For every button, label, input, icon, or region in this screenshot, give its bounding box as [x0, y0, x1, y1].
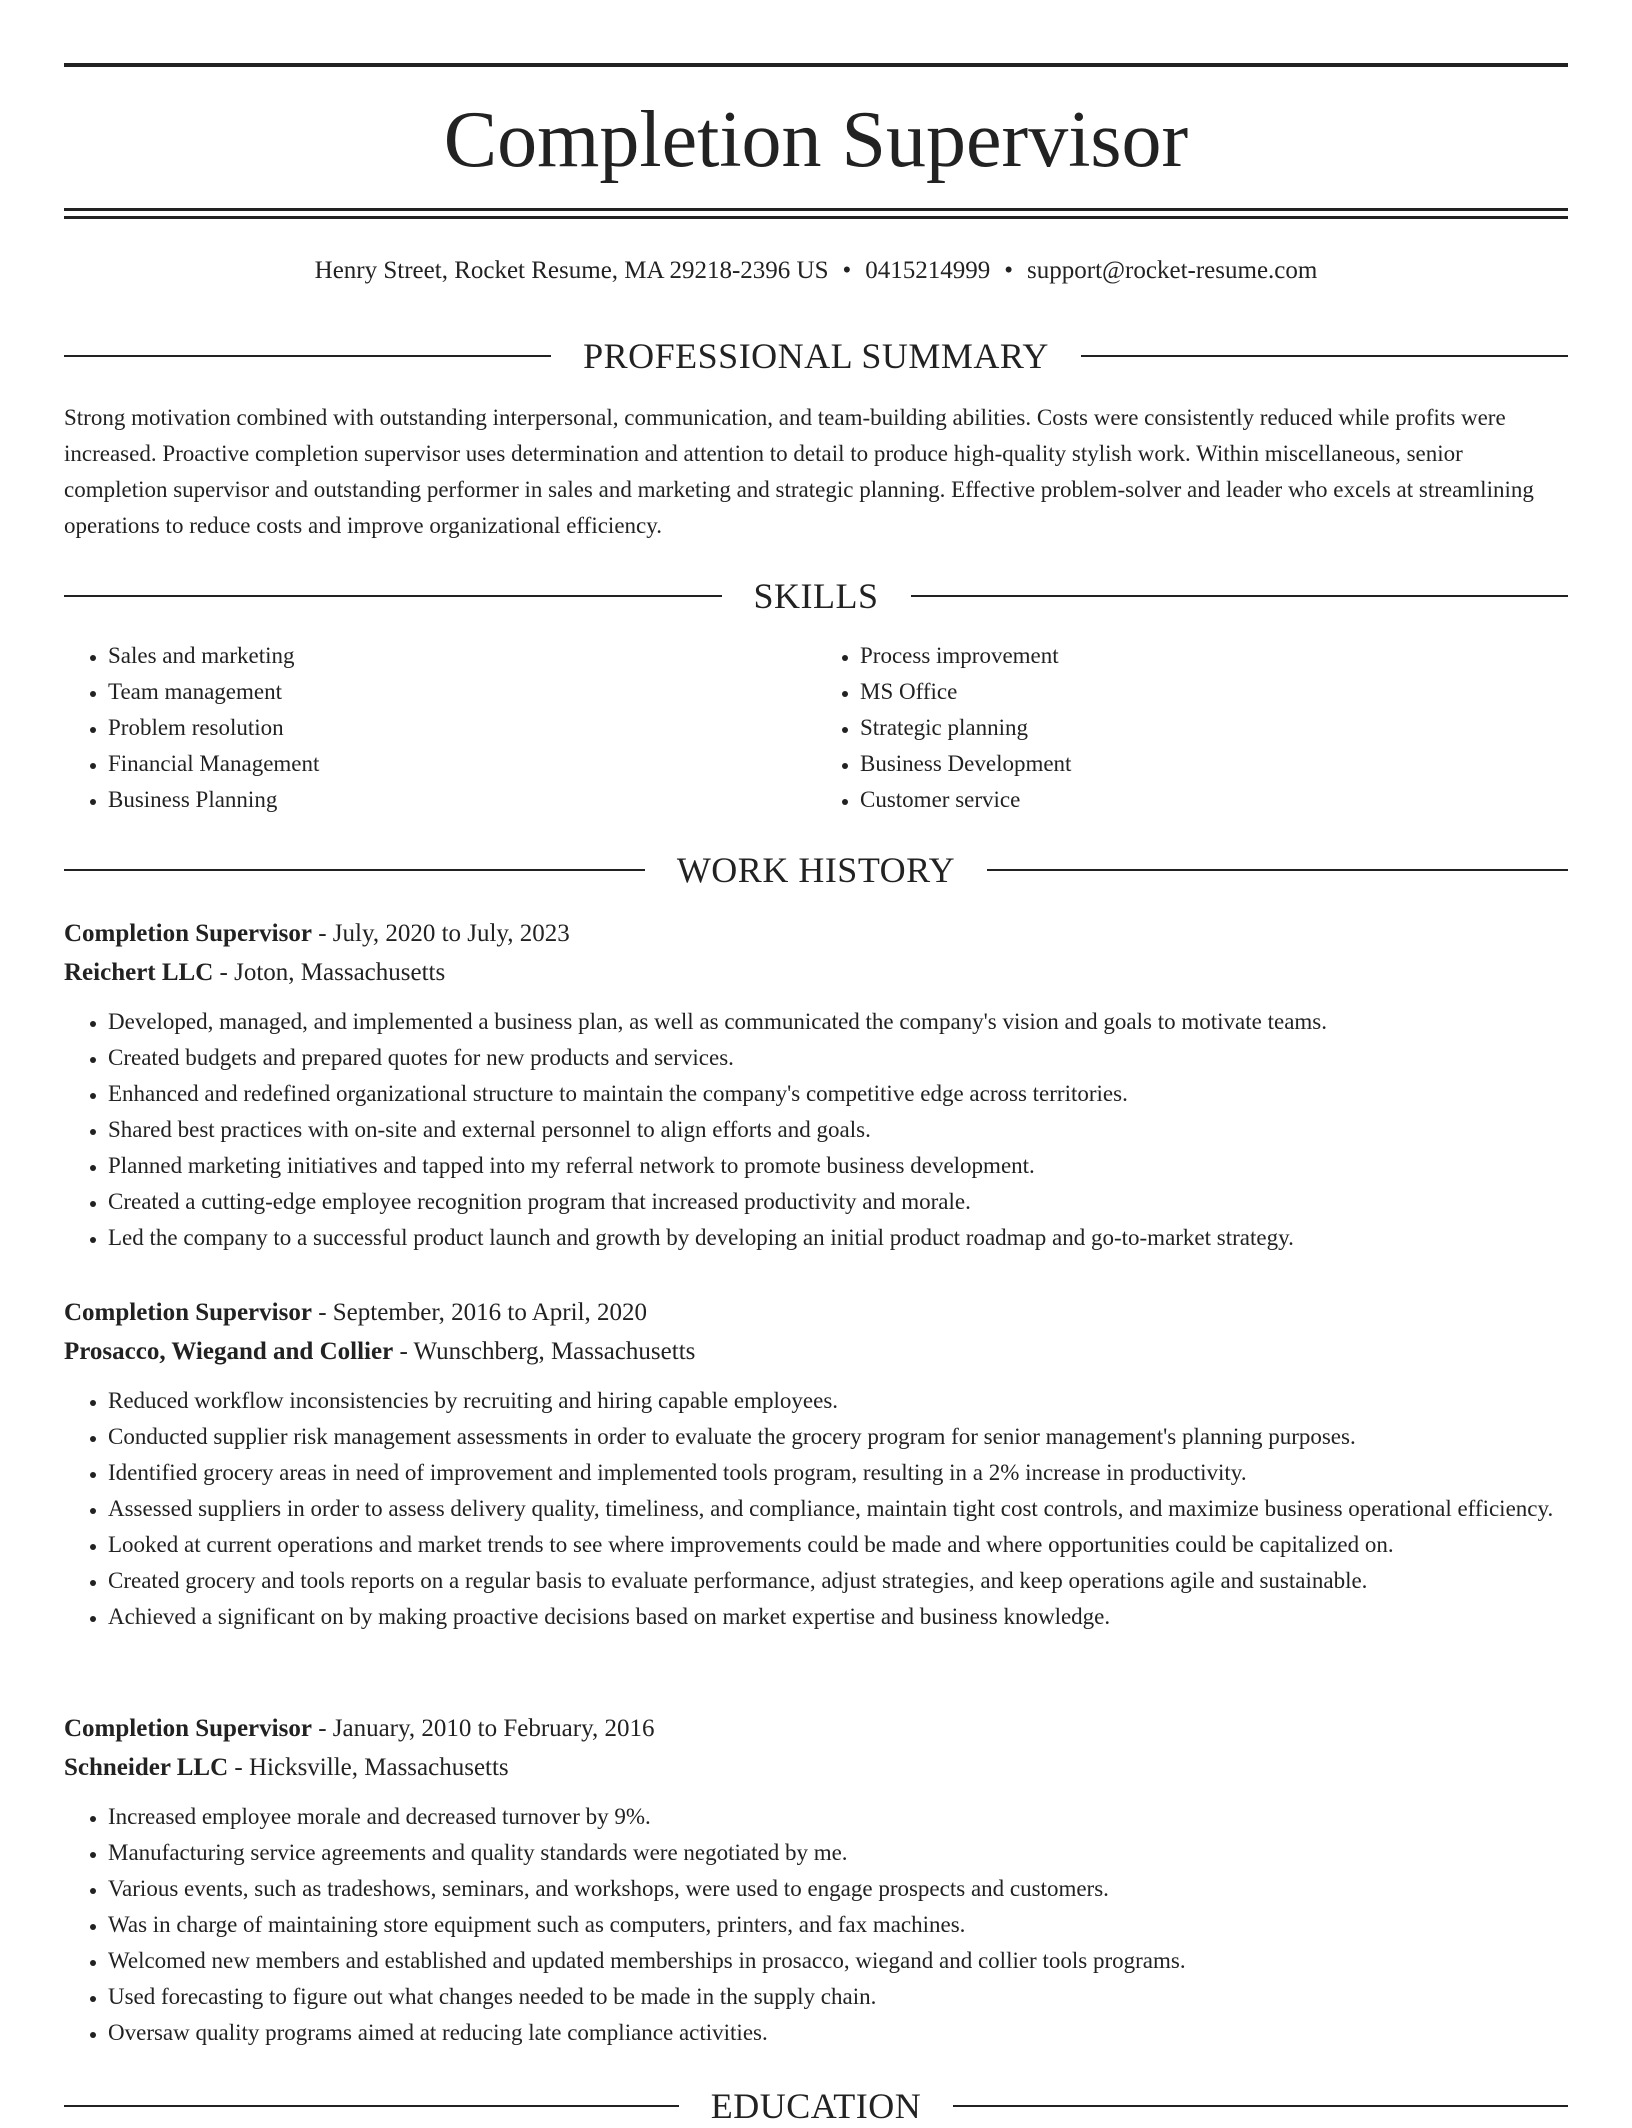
job-company: Reichert LLC [64, 959, 214, 986]
job-company: Schneider LLC [64, 1754, 229, 1781]
contact-address: Henry Street, Rocket Resume, MA 29218-2396 US [314, 257, 829, 284]
list-item: • Oversaw quality programs aimed at reducing late compliance activities. [108, 2015, 1568, 2051]
resume-name: Completion Supervisor [443, 96, 1189, 184]
job-location: - Joton, Massachusetts [213, 959, 446, 986]
job-dates: - July, 2020 to July, 2023 [311, 920, 570, 947]
list-item: • Created budgets and prepared quotes for new products and services. [108, 1040, 1568, 1076]
skill-item: • MS Office [860, 674, 1568, 710]
job-title: Completion Supervisor [64, 1715, 312, 1742]
summary-heading-title: PROFESSIONAL SUMMARY [583, 336, 1049, 376]
heading-rule-right [953, 2105, 1568, 2107]
job-title: Completion Supervisor [64, 920, 312, 947]
list-item: • Identified grocery areas in need of improvement and implemented tools program, resulting in a 2% increase in productivity. [108, 1455, 1568, 1491]
skill-item: • Business Development [860, 746, 1568, 782]
job-company: Prosacco, Wiegand and Collier [64, 1338, 394, 1365]
heading-rule-right [987, 869, 1568, 871]
job-title: Completion Supervisor [64, 1299, 312, 1326]
job-entry [64, 1709, 1568, 2051]
job-location: - Hicksville, Massachusetts [228, 1754, 509, 1781]
list-item: • Reduced workflow inconsistencies by recruiting and hiring capable employees. [108, 1383, 1568, 1419]
summary-heading [64, 334, 1568, 378]
skill-item: • Business Planning [108, 782, 816, 818]
skills-heading [64, 574, 1568, 618]
heading-rule-left [64, 595, 722, 597]
header-rule-upper [64, 208, 1568, 211]
job-bullets [64, 1383, 1568, 1635]
heading-rule-left [64, 355, 551, 357]
contact-email: support@rocket-resume.com [1027, 257, 1318, 284]
job-company-line [64, 953, 1568, 992]
list-item: • Looked at current operations and market trends to see where improvements could be made and where opportunities could be capitalized on. [108, 1527, 1568, 1563]
skills-column-left [64, 638, 816, 818]
job-bullets [64, 1799, 1568, 2051]
list-item: • Assessed suppliers in order to assess delivery quality, timeliness, and compliance, maintain tight cost controls, and maximize business operational efficiency. [108, 1491, 1568, 1527]
skills-heading-title: SKILLS [753, 576, 879, 616]
education-heading [64, 2084, 1568, 2128]
job-bullets [64, 1004, 1568, 1256]
skill-item: • Sales and marketing [108, 638, 816, 674]
heading-rule-right [911, 595, 1569, 597]
list-item: • Welcomed new members and established and updated memberships in prosacco, wiegand and collier tools programs. [108, 1943, 1568, 1979]
top-rule [64, 63, 1568, 67]
list-item: • Conducted supplier risk management assessments in order to evaluate the grocery program for senior management's planning purposes. [108, 1419, 1568, 1455]
list-item: • Created grocery and tools reports on a regular basis to evaluate performance, adjust strategies, and keep operations agile and sustainable. [108, 1563, 1568, 1599]
job-dates: - September, 2016 to April, 2020 [311, 1299, 648, 1326]
list-item: • Planned marketing initiatives and tapped into my referral network to promote business development. [108, 1148, 1568, 1184]
heading-rule-left [64, 869, 645, 871]
education-heading-title: EDUCATION [710, 2086, 922, 2126]
list-item: • Used forecasting to figure out what changes needed to be made in the supply chain. [108, 1979, 1568, 2015]
heading-rule-right [1081, 355, 1568, 357]
skills-list [64, 638, 1568, 818]
job-entry [64, 1293, 1568, 1635]
list-item: • Increased employee morale and decreased turnover by 9%. [108, 1799, 1568, 1835]
list-item: • Created a cutting-edge employee recognition program that increased productivity and morale. [108, 1184, 1568, 1220]
work-history-heading-title: WORK HISTORY [676, 850, 956, 890]
heading-rule-left [64, 2105, 679, 2107]
list-item: • Was in charge of maintaining store equipment such as computers, printers, and fax machines. [108, 1907, 1568, 1943]
skill-item: • Problem resolution [108, 710, 816, 746]
job-company-line [64, 1748, 1568, 1787]
contact-phone: 0415214999 [865, 257, 991, 284]
contact-separator: • [1004, 257, 1014, 284]
skill-item: • Customer service [860, 782, 1568, 818]
list-item: • Enhanced and redefined organizational structure to maintain the company's competitive edge across territories. [108, 1076, 1568, 1112]
list-item: • Developed, managed, and implemented a business plan, as well as communicated the company's vision and goals to motivate teams. [108, 1004, 1568, 1040]
list-item: • Manufacturing service agreements and quality standards were negotiated by me. [108, 1835, 1568, 1871]
work-history-heading [64, 848, 1568, 892]
contact-line [64, 254, 1568, 288]
skill-item: • Process improvement [860, 638, 1568, 674]
skill-item: • Financial Management [108, 746, 816, 782]
list-item: • Achieved a significant on by making proactive decisions based on market expertise and business knowledge. [108, 1599, 1568, 1635]
job-location: - Wunschberg, Massachusetts [393, 1338, 696, 1365]
job-entry [64, 914, 1568, 1256]
job-title-line [64, 1293, 1568, 1332]
job-company-line [64, 1332, 1568, 1371]
summary-text: Strong motivation combined with outstanding interpersonal, communication, and team-building abilities. Costs were consistently reduced while profits were increased. Proactive completion supervisor uses determination and attention to detail to produce high-quality stylish work. Within miscellaneous, senior completion supervisor and outstanding performer in sales and marketing and strategic planning. Effective problem-solver and leader who excels at streamlining operations to reduce costs and improve organizational efficiency. [64, 405, 1534, 538]
job-title-line [64, 1709, 1568, 1748]
job-dates: - January, 2010 to February, 2016 [311, 1715, 655, 1742]
list-item: • Led the company to a successful product launch and growth by developing an initial product roadmap and go-to-market strategy. [108, 1220, 1568, 1256]
list-item: • Various events, such as tradeshows, seminars, and workshops, were used to engage prospects and customers. [108, 1871, 1568, 1907]
list-item: • Shared best practices with on-site and external personnel to align efforts and goals. [108, 1112, 1568, 1148]
skill-item: • Team management [108, 674, 816, 710]
job-title-line [64, 914, 1568, 953]
header-rule-lower [64, 216, 1568, 219]
skills-column-right [816, 638, 1568, 818]
contact-separator: • [842, 257, 852, 284]
skill-item: • Strategic planning [860, 710, 1568, 746]
